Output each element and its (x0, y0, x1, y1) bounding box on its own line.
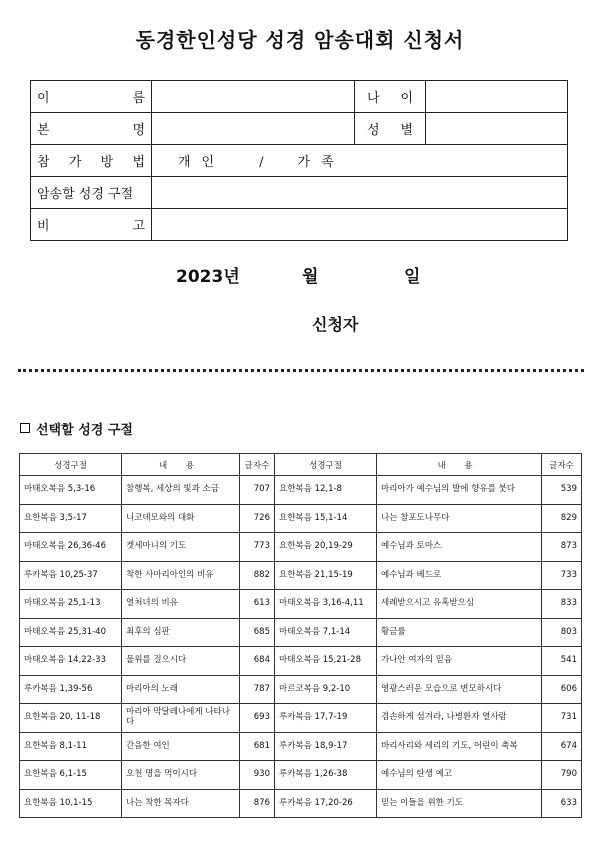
content: 최후의 심판 (122, 618, 240, 647)
char-count: 681 (240, 732, 275, 761)
document-title: 동경한인성당 성경 암송대회 신청서 (135, 28, 465, 52)
table-row (20, 675, 582, 704)
table-row (20, 789, 582, 818)
table-row (20, 561, 582, 590)
table-row (20, 647, 582, 676)
passage-ref: 마태오복음 25,31-40 (20, 618, 122, 647)
passage-ref: 루카복음 17,7-19 (275, 704, 377, 733)
char-count: 613 (240, 590, 275, 619)
method-label: 참 가 방 법 (31, 145, 152, 177)
date-month: 월 (302, 267, 319, 287)
char-count: 882 (240, 561, 275, 590)
gender-label: 성 별 (355, 113, 426, 145)
content: 예수님과 토마스 (377, 533, 542, 562)
content: 물위를 걸으시다 (122, 647, 240, 676)
passage-ref: 마태오복음 14,22-33 (20, 647, 122, 676)
char-count: 733 (542, 561, 582, 590)
content: 가나안 여자의 믿음 (377, 647, 542, 676)
name-field[interactable] (152, 81, 355, 113)
passage-ref: 요한복음 20,19-29 (275, 533, 377, 562)
content: 예수님과 베드로 (377, 561, 542, 590)
passage-label: 암송할 성경 구절 (31, 177, 152, 209)
content: 착한 사마리아인의 비유 (122, 561, 240, 590)
char-count: 773 (240, 533, 275, 562)
passage-ref: 마태오복음 25,1-13 (20, 590, 122, 619)
char-count: 790 (542, 761, 582, 790)
char-count: 873 (542, 533, 582, 562)
method-field[interactable]: 개인 / 가족 (152, 145, 568, 177)
name-label: 이 름 (31, 81, 152, 113)
note-label: 비 고 (31, 209, 152, 241)
passage-ref: 루카복음 10,25-37 (20, 561, 122, 590)
table-row (20, 476, 582, 505)
table-row (20, 533, 582, 562)
passage-table (19, 453, 582, 818)
content: 참행복, 세상의 빛과 소금 (122, 476, 240, 505)
char-count: 693 (240, 704, 275, 733)
cut-line (18, 369, 584, 372)
content: 간음한 여인 (122, 732, 240, 761)
content: 영광스러운 모습으로 변모하시다 (377, 675, 542, 704)
content: 오천 명을 먹이시다 (122, 761, 240, 790)
date-year: 2023년 (176, 267, 240, 287)
section-heading (20, 419, 133, 438)
content: 예수님의 탄생 예고 (377, 761, 542, 790)
table-header-row (20, 454, 582, 476)
header-content: 내 용 (122, 454, 240, 476)
checkbox-square-icon (20, 423, 30, 433)
char-count: 876 (240, 789, 275, 818)
passage-ref: 마태오복음 26,36-46 (20, 533, 122, 562)
content: 마리아 막달레나에게 나타나다 (122, 704, 240, 733)
char-count: 684 (240, 647, 275, 676)
header-char-count: 글자수 (240, 454, 275, 476)
header-content: 내 용 (377, 454, 542, 476)
char-count: 541 (542, 647, 582, 676)
table-row (20, 761, 582, 790)
passage-ref: 요한복음 21,15-19 (275, 561, 377, 590)
header-passage: 성경구절 (20, 454, 122, 476)
char-count: 606 (542, 675, 582, 704)
char-count: 803 (542, 618, 582, 647)
char-count: 833 (542, 590, 582, 619)
passage-ref: 요한복음 10,1-15 (20, 789, 122, 818)
application-form (30, 80, 568, 241)
parish-name-field[interactable] (152, 113, 355, 145)
passage-ref: 요한복음 15,1-14 (275, 504, 377, 533)
passage-ref: 요한복음 20, 11-18 (20, 704, 122, 733)
content: 겟세마니의 기도 (122, 533, 240, 562)
content: 세례받으시고 유혹받으심 (377, 590, 542, 619)
content: 마리아의 노래 (122, 675, 240, 704)
passage-ref: 마태오복음 5,3-16 (20, 476, 122, 505)
content: 니코데모와의 대화 (122, 504, 240, 533)
header-passage: 성경구절 (275, 454, 377, 476)
content: 겸손하게 섬겨라, 나병환자 열사람 (377, 704, 542, 733)
passage-ref: 요한복음 12,1-8 (275, 476, 377, 505)
header-char-count: 글자수 (542, 454, 582, 476)
content: 열처녀의 비유 (122, 590, 240, 619)
table-row (20, 704, 582, 733)
passage-ref: 요한복음 3,5-17 (20, 504, 122, 533)
content: 바리사리와 세리의 기도, 어린이 축복 (377, 732, 542, 761)
content: 황금률 (377, 618, 542, 647)
content: 믿는 이들을 위한 기도 (377, 789, 542, 818)
age-field[interactable] (426, 81, 568, 113)
passage-ref: 마태오복음 15,21-28 (275, 647, 377, 676)
passage-ref: 루카복음 1,39-56 (20, 675, 122, 704)
section-title: 선택할 성경 구절 (36, 423, 133, 438)
passage-ref: 요한복음 8,1-11 (20, 732, 122, 761)
passage-field[interactable] (152, 177, 568, 209)
table-row (20, 732, 582, 761)
char-count: 674 (542, 732, 582, 761)
passage-ref: 루카복음 1,26-38 (275, 761, 377, 790)
content: 나는 참포도나무다 (377, 504, 542, 533)
passage-ref: 루카복음 18,9-17 (275, 732, 377, 761)
char-count: 685 (240, 618, 275, 647)
content: 마리아가 예수님의 발에 향유를 붓다 (377, 476, 542, 505)
char-count: 731 (542, 704, 582, 733)
gender-field[interactable] (426, 113, 568, 145)
table-row (20, 618, 582, 647)
char-count: 633 (542, 789, 582, 818)
char-count: 726 (240, 504, 275, 533)
passage-ref: 루카복음 17,20-26 (275, 789, 377, 818)
parish-name-label: 본 명 (31, 113, 152, 145)
passage-ref: 마르코복음 9,2-10 (275, 675, 377, 704)
passage-ref: 마태오복음 7,1-14 (275, 618, 377, 647)
content: 나는 착한 목자다 (122, 789, 240, 818)
table-row (20, 504, 582, 533)
passage-ref: 요한복음 6,1-15 (20, 761, 122, 790)
passage-ref: 마태오복음 3,16-4,11 (275, 590, 377, 619)
char-count: 930 (240, 761, 275, 790)
char-count: 539 (542, 476, 582, 505)
note-field[interactable] (152, 209, 568, 241)
applicant-label: 신청자 (312, 315, 359, 334)
date-day: 일 (404, 267, 421, 287)
char-count: 787 (240, 675, 275, 704)
age-label: 나 이 (355, 81, 426, 113)
table-row (20, 590, 582, 619)
char-count: 707 (240, 476, 275, 505)
char-count: 829 (542, 504, 582, 533)
